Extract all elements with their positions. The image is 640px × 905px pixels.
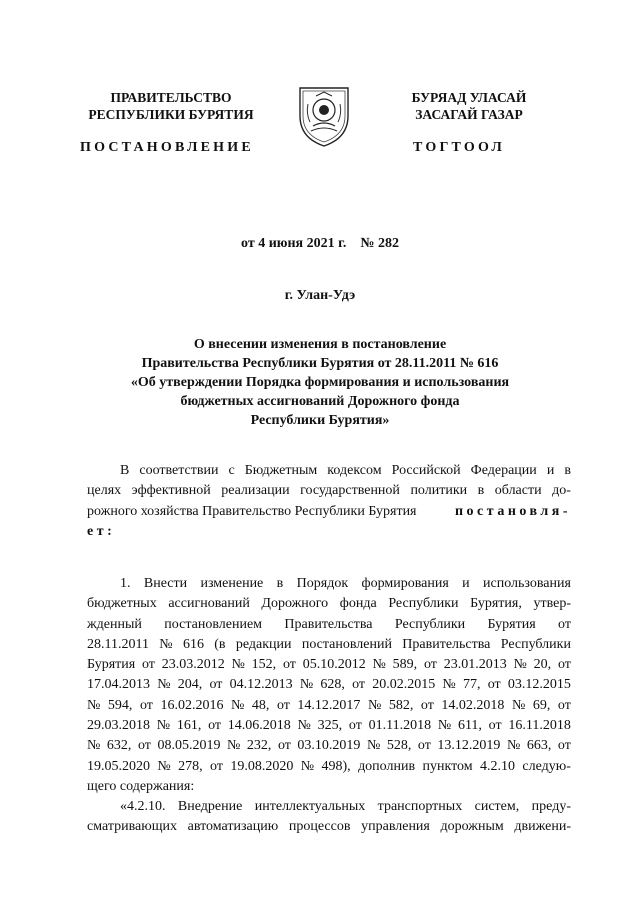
header-right-authority — [364, 89, 574, 123]
doc-type-buryat: ТОГТООЛ — [413, 140, 506, 155]
preamble-paragraph — [87, 461, 571, 542]
body-line: В соответствии с Бюджетным кодексом Российской Федерации и в — [120, 463, 571, 478]
header-left-authority — [66, 89, 276, 123]
body-line: «4.2.10. Внедрение интеллектуальных транспортных систем, преду- — [120, 799, 571, 814]
body-line-text: рожного хозяйства Правительство Республики Бурятия — [87, 503, 417, 519]
body-line — [87, 502, 571, 522]
title-line: бюджетных ассигнований Дорожного фонда — [180, 394, 460, 409]
item-1-paragraph — [87, 574, 571, 797]
header-right-line-1: БУРЯАД УЛАСАЙ — [411, 90, 527, 105]
title-line: Республики Бурятия» — [250, 413, 390, 428]
title-line: Правительства Республики Бурятия от 28.11.2011 № 616 — [141, 356, 499, 371]
body-line: № 632, от 08.05.2019 № 232, от 03.10.2019 № 528, от 13.12.2019 № 663, от — [87, 738, 571, 754]
body-line: 28.11.2011 № 616 (в редакции постановлений Правительства Республики — [87, 636, 571, 652]
body-line: 17.04.2013 № 204, от 04.12.2013 № 628, от 20.02.2015 № 77, от 03.12.2015 — [87, 677, 571, 693]
header-left-line-2: РЕСПУБЛИКИ БУРЯТИЯ — [88, 107, 254, 122]
body-line: бюджетных ассигнований Дорожного фонда Республики Бурятия, утвер- — [87, 596, 571, 612]
body-line: целях эффективной реализации государственной политики в области до- — [87, 483, 571, 499]
body-line: 29.03.2018 № 161, от 14.06.2018 № 325, от 01.11.2018 № 611, от 16.11.2018 — [87, 718, 571, 734]
body-line: № 594, от 16.02.2016 № 48, от 14.12.2017 № 582, от 14.02.2018 № 69, от — [87, 697, 571, 713]
quote-paragraph — [87, 797, 571, 838]
operative-word: постановля- — [454, 503, 571, 519]
body-line: 19.05.2020 № 278, от 19.08.2020 № 498), дополнив пунктом 4.2.10 следую- — [87, 758, 571, 774]
coat-of-arms-icon — [294, 80, 354, 150]
operative-word-end: ет: — [87, 523, 116, 539]
doc-type-russian: ПОСТАНОВЛЕНИЕ — [80, 140, 254, 155]
date-and-number: от 4 июня 2021 г. № 282 — [241, 236, 399, 251]
body-line: Бурятия от 23.03.2012 № 152, от 05.10.2012 № 589, от 23.01.2013 № 20, от — [87, 657, 571, 673]
header-left-line-1: ПРАВИТЕЛЬСТВО — [110, 90, 232, 105]
document-title — [0, 335, 640, 430]
body-line: сматривающих автоматизацию процессов управления дорожным движени- — [87, 819, 571, 835]
body-line: 1. Внести изменение в Порядок формирования и использования — [120, 576, 571, 591]
header-right-line-2: ЗАСАГАЙ ГАЗАР — [415, 107, 523, 122]
title-line: О внесении изменения в постановление — [193, 337, 447, 352]
body-line: щего содержания: — [87, 778, 195, 794]
city: г. Улан-Удэ — [284, 288, 356, 303]
title-line: «Об утверждении Порядка формирования и использования — [130, 375, 510, 390]
body-line: жденный постановлением Правительства Республики Бурятия от — [87, 616, 571, 632]
